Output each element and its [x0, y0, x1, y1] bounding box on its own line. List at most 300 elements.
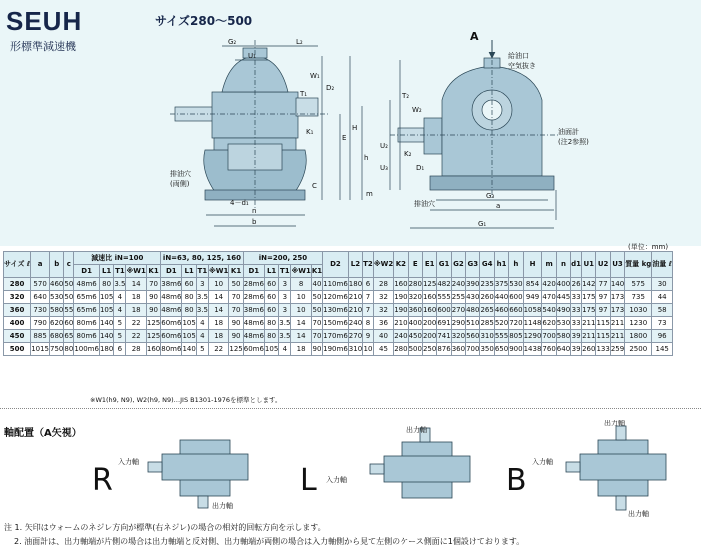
table-cell: 60m6 [243, 343, 264, 356]
dim-W1: W₁ [310, 72, 320, 80]
dim-n: n [252, 207, 257, 215]
table-cell: 30 [652, 278, 673, 291]
size-header: サイズ ℓ [4, 252, 31, 278]
table-cell: 805 [509, 330, 523, 343]
table-cell: 1148 [523, 317, 542, 330]
dim-4-d1: 4－d₁ [230, 199, 249, 207]
drain-left-note: (両側) [170, 180, 190, 188]
table-cell: 175 [582, 291, 596, 304]
table-cell: 1290 [523, 330, 542, 343]
size-range: サイズ280～500 [155, 14, 253, 28]
table-cell: 280 [394, 343, 408, 356]
table-cell: 250 [422, 343, 436, 356]
table-cell: 115 [596, 330, 610, 343]
table-cell: 460 [50, 278, 64, 291]
table-cell: 3.5 [279, 317, 291, 330]
dim-U1: U₁ [248, 52, 256, 60]
table-cell: 60 [264, 291, 278, 304]
table-cell: 80 [182, 291, 196, 304]
dim-a: a [496, 202, 501, 210]
table-cell: 48m6 [161, 291, 182, 304]
table-cell: 14 [291, 317, 311, 330]
table-cell: 48m6 [243, 317, 264, 330]
table-cell: 97 [596, 291, 610, 304]
table-cell: 18 [126, 304, 146, 317]
table-cell: 38m6 [161, 278, 182, 291]
table-cell: 18 [126, 291, 146, 304]
table-cell: 3 [279, 291, 291, 304]
dim-m: m [366, 190, 373, 198]
table-cell: 691 [437, 317, 451, 330]
col-header: U2 [596, 252, 610, 278]
oil-gauge-note: (注2参照) [558, 138, 589, 146]
table-cell: 3 [196, 278, 208, 291]
table-cell: 80 [64, 343, 74, 356]
table-cell: 80m6 [74, 317, 100, 330]
ratio-col-header: T1 [196, 265, 208, 278]
ratio-group-header: iN=200, 250 [243, 252, 322, 265]
table-cell: 490 [556, 304, 570, 317]
table-row [4, 317, 673, 330]
col-header: n [556, 252, 570, 278]
col-header: U3 [610, 252, 624, 278]
table-cell: 1058 [523, 304, 542, 317]
table-cell: 700 [466, 343, 480, 356]
col-header: E1 [422, 252, 436, 278]
dim-E: E [342, 134, 347, 142]
table-cell: 96 [652, 330, 673, 343]
col-header: h [509, 252, 523, 278]
table-cell: 265 [480, 304, 494, 317]
oil-header: 油量 ℓ [652, 252, 673, 278]
table-cell: 750 [50, 343, 64, 356]
table-cell: 38m6 [243, 304, 264, 317]
table-cell: 741 [437, 330, 451, 343]
table-cell: 680 [50, 330, 64, 343]
table-cell: 22 [126, 317, 146, 330]
table-cell: 420 [542, 278, 556, 291]
table-cell: 255 [451, 291, 465, 304]
ratio-group-header: iN=63, 80, 125, 160 [161, 252, 243, 265]
dim-K1: K₁ [306, 128, 314, 136]
table-cell: 65m6 [74, 291, 100, 304]
table-cell: 6 [363, 278, 374, 291]
table-cell: 142 [582, 278, 596, 291]
table-cell: 4 [114, 291, 126, 304]
spec-table [3, 251, 673, 356]
table-cell: 310 [480, 330, 494, 343]
table-cell: 4 [196, 317, 208, 330]
table-cell: 3.5 [196, 304, 208, 317]
col-header: G1 [437, 252, 451, 278]
table-cell: 259 [610, 343, 624, 356]
table-cell: 8 [363, 317, 374, 330]
table-cell: 175 [582, 304, 596, 317]
series-subtitle: 形標準減速機 [10, 40, 76, 53]
ratio-col-header: D1 [161, 265, 182, 278]
table-cell: 650 [494, 343, 508, 356]
table-footnote: ※W1(h9, N9), W2(h9, N9)…JIS B1301-1976を標準とします。 [90, 396, 282, 404]
table-cell: 39 [571, 330, 582, 343]
table-cell: 5 [114, 330, 126, 343]
dim-D1: D₁ [416, 164, 425, 172]
table-cell: 33 [571, 291, 582, 304]
table-cell: 350 [480, 343, 494, 356]
ratio-group-header: 減速比 iN=100 [74, 252, 161, 265]
table-cell: 65 [64, 330, 74, 343]
table-cell: 26 [571, 278, 582, 291]
table-cell: 211 [582, 317, 596, 330]
ratio-col-header: K1 [311, 265, 322, 278]
table-cell: 210 [348, 291, 362, 304]
table-cell: 105 [182, 330, 196, 343]
table-cell: 60 [64, 317, 74, 330]
table-cell: 3.5 [279, 330, 291, 343]
table-cell: 125 [146, 330, 160, 343]
table-cell: 570 [31, 278, 50, 291]
ratio-col-header: K1 [146, 265, 160, 278]
table-cell: 6 [114, 343, 126, 356]
dim-W2: W₂ [412, 106, 422, 114]
table-cell: 36 [373, 317, 393, 330]
table-cell: 876 [437, 343, 451, 356]
table-cell: 28m6 [243, 278, 264, 291]
table-cell: 33 [571, 304, 582, 317]
table-cell: 660 [509, 304, 523, 317]
table-cell: 580 [50, 304, 64, 317]
table-cell: 700 [542, 330, 556, 343]
drain-left-label: 排油穴 [170, 170, 191, 178]
table-cell: 760 [542, 343, 556, 356]
table-cell: 60m6 [161, 330, 182, 343]
table-cell: 211 [610, 330, 624, 343]
table-cell: 60 [182, 278, 196, 291]
table-cell: 60 [264, 304, 278, 317]
table-cell: 600 [437, 304, 451, 317]
table-cell: 270 [348, 330, 362, 343]
table-cell: 1800 [625, 330, 652, 343]
table-cell: 125 [229, 343, 243, 356]
table-cell: 360 [408, 304, 422, 317]
table-cell: 580 [556, 330, 570, 343]
ratio-col-header: ※W1 [126, 265, 146, 278]
table-cell: 190 [394, 304, 408, 317]
table-cell: 900 [509, 343, 523, 356]
table-cell: 39 [571, 343, 582, 356]
note-1: 注 1. 矢印はウォームのネジレ方向が標準(右ネジレ)の場合の相対的回転方向を示します。 [4, 523, 326, 532]
col-header: G2 [451, 252, 465, 278]
table-cell: 105 [264, 343, 278, 356]
table-cell: 73 [652, 317, 673, 330]
table-cell: 200 [422, 330, 436, 343]
table-cell: 640 [31, 291, 50, 304]
table-cell: 173 [610, 304, 624, 317]
table-cell: 70 [311, 317, 322, 330]
table-cell: 28m6 [243, 291, 264, 304]
arrangement-diagrams [0, 420, 701, 520]
table-cell: 140 [99, 330, 113, 343]
table-cell: 50 [229, 278, 243, 291]
table-cell: 173 [610, 291, 624, 304]
table-cell: 530 [556, 317, 570, 330]
table-cell: 33 [571, 317, 582, 330]
table-cell: 240 [451, 278, 465, 291]
table-cell: 3 [279, 304, 291, 317]
col-header: T2 [363, 252, 374, 278]
table-row [4, 343, 673, 356]
size-cell: 400 [4, 317, 31, 330]
table-cell: 105 [182, 317, 196, 330]
arrangement-title: 軸配置（A矢視） [4, 428, 82, 439]
table-cell: 1030 [625, 304, 652, 317]
table-cell: 80m6 [74, 330, 100, 343]
dim-U3: U₃ [380, 164, 388, 172]
table-cell: 22 [126, 330, 146, 343]
table-cell: 60m6 [161, 317, 182, 330]
table-cell: 140 [610, 278, 624, 291]
dim-C: C [312, 182, 317, 190]
table-cell: 2500 [625, 343, 652, 356]
table-cell: 3.5 [114, 278, 126, 291]
dim-L2: L₂ [296, 38, 303, 46]
table-cell: 190m6 [323, 343, 349, 356]
ratio-col-header: K1 [229, 265, 243, 278]
table-cell: 18 [291, 343, 311, 356]
table-cell: 40 [373, 330, 393, 343]
table-cell: 640 [556, 343, 570, 356]
table-cell: 375 [494, 278, 508, 291]
dim-U2: U₂ [380, 142, 388, 150]
col-header: c [64, 252, 74, 278]
b-input-label: 入力軸 [532, 458, 553, 466]
table-cell: 14 [208, 304, 228, 317]
table-cell: 70 [229, 304, 243, 317]
table-cell: 50 [64, 278, 74, 291]
table-cell: 22 [208, 343, 228, 356]
table-cell: 480 [466, 304, 480, 317]
table-cell: 3 [279, 278, 291, 291]
table-cell: 320 [408, 291, 422, 304]
table-cell: 160 [422, 291, 436, 304]
table-cell: 14 [208, 291, 228, 304]
table-cell: 949 [523, 291, 542, 304]
table-cell: 48m6 [161, 304, 182, 317]
table-cell: 90 [311, 343, 322, 356]
table-cell: 540 [542, 304, 556, 317]
table-cell: 125 [422, 278, 436, 291]
table-cell: 10 [363, 343, 374, 356]
table-cell: 320 [451, 330, 465, 343]
table-cell: 290 [451, 317, 465, 330]
input-arrow-label: A [470, 30, 479, 43]
table-cell: 90 [229, 317, 243, 330]
table-cell: 10 [291, 304, 311, 317]
table-cell: 440 [494, 291, 508, 304]
table-cell: 280 [408, 278, 422, 291]
col-header: a [31, 252, 50, 278]
table-cell: 520 [494, 317, 508, 330]
col-header: h1 [494, 252, 508, 278]
table-cell: 3.5 [196, 291, 208, 304]
table-cell: 32 [373, 291, 393, 304]
table-cell: 44 [652, 291, 673, 304]
ratio-col-header: ※W1 [291, 265, 311, 278]
table-cell: 140 [182, 343, 196, 356]
col-header: b [50, 252, 64, 278]
table-cell: 500 [408, 343, 422, 356]
table-row [4, 304, 673, 317]
table-cell: 80 [99, 278, 113, 291]
table-cell: 200 [422, 317, 436, 330]
col-header: d1 [571, 252, 582, 278]
l-input-label: 入力軸 [326, 476, 347, 484]
table-cell: 482 [437, 278, 451, 291]
table-cell: 285 [480, 317, 494, 330]
table-cell: 80 [264, 317, 278, 330]
table-cell: 210 [348, 304, 362, 317]
table-cell: 211 [582, 330, 596, 343]
col-header: H [523, 252, 542, 278]
dim-H: H [352, 124, 358, 132]
table-cell: 555 [494, 330, 508, 343]
oil-gauge-label: 油面計 [558, 128, 579, 136]
table-cell: 160 [146, 343, 160, 356]
table-cell: 1438 [523, 343, 542, 356]
col-header: m [542, 252, 556, 278]
table-cell: 620 [50, 317, 64, 330]
arrangement-letter-r: R [92, 463, 113, 498]
table-cell: 50 [311, 304, 322, 317]
ratio-col-header: T1 [279, 265, 291, 278]
table-cell: 4 [196, 330, 208, 343]
table-cell: 60 [264, 278, 278, 291]
table-cell: 80 [264, 330, 278, 343]
table-cell: 105 [99, 291, 113, 304]
table-cell: 28 [373, 278, 393, 291]
table-cell: 390 [466, 278, 480, 291]
table-cell: 730 [31, 304, 50, 317]
front-view [170, 40, 362, 226]
table-row [4, 291, 673, 304]
table-cell: 125 [146, 317, 160, 330]
note-2: 2. 油面計は、出力軸端が片側の場合は出力軸端と反対側、出力軸端が両側の場合は入力軸側から見て左側のケース側面に1個設けております。 [14, 537, 525, 546]
table-cell: 18 [208, 317, 228, 330]
table-cell: 530 [50, 291, 64, 304]
mass-header: 質量 kg [625, 252, 652, 278]
table-cell: 400 [408, 317, 422, 330]
arrangement-letter-l: L [300, 463, 317, 498]
table-cell: 4 [279, 343, 291, 356]
table-cell: 70 [311, 330, 322, 343]
dim-G2: G₂ [228, 38, 237, 46]
table-cell: 14 [291, 330, 311, 343]
divider [0, 408, 701, 409]
table-cell: 55 [64, 304, 74, 317]
table-cell: 530 [509, 278, 523, 291]
size-cell: 450 [4, 330, 31, 343]
col-header: ※W2 [373, 252, 393, 278]
table-cell: 40 [311, 278, 322, 291]
size-cell: 500 [4, 343, 31, 356]
table-cell: 14 [126, 278, 146, 291]
arrangement-letter-b: B [506, 463, 527, 498]
table-cell: 7 [363, 291, 374, 304]
dim-K2: K₂ [404, 150, 412, 158]
table-cell: 240 [394, 330, 408, 343]
size-cell: 320 [4, 291, 31, 304]
air-vent-label: 空気抜き [508, 62, 536, 70]
table-cell: 120m6 [323, 291, 349, 304]
table-cell: 450 [408, 330, 422, 343]
b-output-bottom-label: 出力軸 [628, 510, 649, 518]
table-cell: 270 [451, 304, 465, 317]
drain-right-label: 排油穴 [414, 200, 435, 208]
table-cell: 180 [99, 343, 113, 356]
table-cell: 105 [99, 304, 113, 317]
size-cell: 360 [4, 304, 31, 317]
table-row [4, 278, 673, 291]
table-cell: 10 [208, 278, 228, 291]
dim-D2: D₂ [326, 84, 335, 92]
b-output-top-label: 出力軸 [604, 420, 625, 427]
table-cell: 110m6 [323, 278, 349, 291]
table-cell: 10 [291, 291, 311, 304]
table-cell: 180 [348, 278, 362, 291]
dim-G1: G₁ [478, 220, 487, 228]
table-cell: 885 [31, 330, 50, 343]
table-cell: 1015 [31, 343, 50, 356]
table-cell: 4 [114, 304, 126, 317]
ratio-col-header: L1 [99, 265, 113, 278]
table-cell: 58 [652, 304, 673, 317]
oil-inlet-label: 給油口 [508, 52, 529, 60]
table-cell: 430 [466, 291, 480, 304]
size-cell: 280 [4, 278, 31, 291]
table-header-row [4, 252, 673, 265]
table-cell: 7 [363, 304, 374, 317]
table-cell: 100m6 [74, 343, 100, 356]
table-cell: 160 [422, 304, 436, 317]
col-header: K2 [394, 252, 408, 278]
table-cell: 130m6 [323, 304, 349, 317]
table-cell: 235 [480, 278, 494, 291]
table-cell: 90 [146, 291, 160, 304]
table-cell: 70 [229, 291, 243, 304]
table-cell: 18 [208, 330, 228, 343]
table-cell: 260 [582, 343, 596, 356]
table-cell: 5 [196, 343, 208, 356]
ratio-col-header: D1 [74, 265, 100, 278]
table-cell: 854 [523, 278, 542, 291]
table-cell: 620 [542, 317, 556, 330]
table-cell: 260 [480, 291, 494, 304]
table-cell: 1230 [625, 317, 652, 330]
table-cell: 575 [625, 278, 652, 291]
dim-G3: G₃ [486, 192, 495, 200]
table-cell: 470 [542, 291, 556, 304]
col-header: D2 [323, 252, 349, 278]
dim-T2: T₂ [402, 92, 410, 100]
dimension-drawing [0, 0, 701, 246]
table-cell: 133 [596, 343, 610, 356]
table-cell: 240 [348, 317, 362, 330]
dim-T1: T₁ [300, 90, 308, 98]
table-cell: 80m6 [161, 343, 182, 356]
table-cell: 190 [394, 291, 408, 304]
ratio-col-header: L1 [182, 265, 196, 278]
table-cell: 80 [182, 304, 196, 317]
table-cell: 9 [363, 330, 374, 343]
